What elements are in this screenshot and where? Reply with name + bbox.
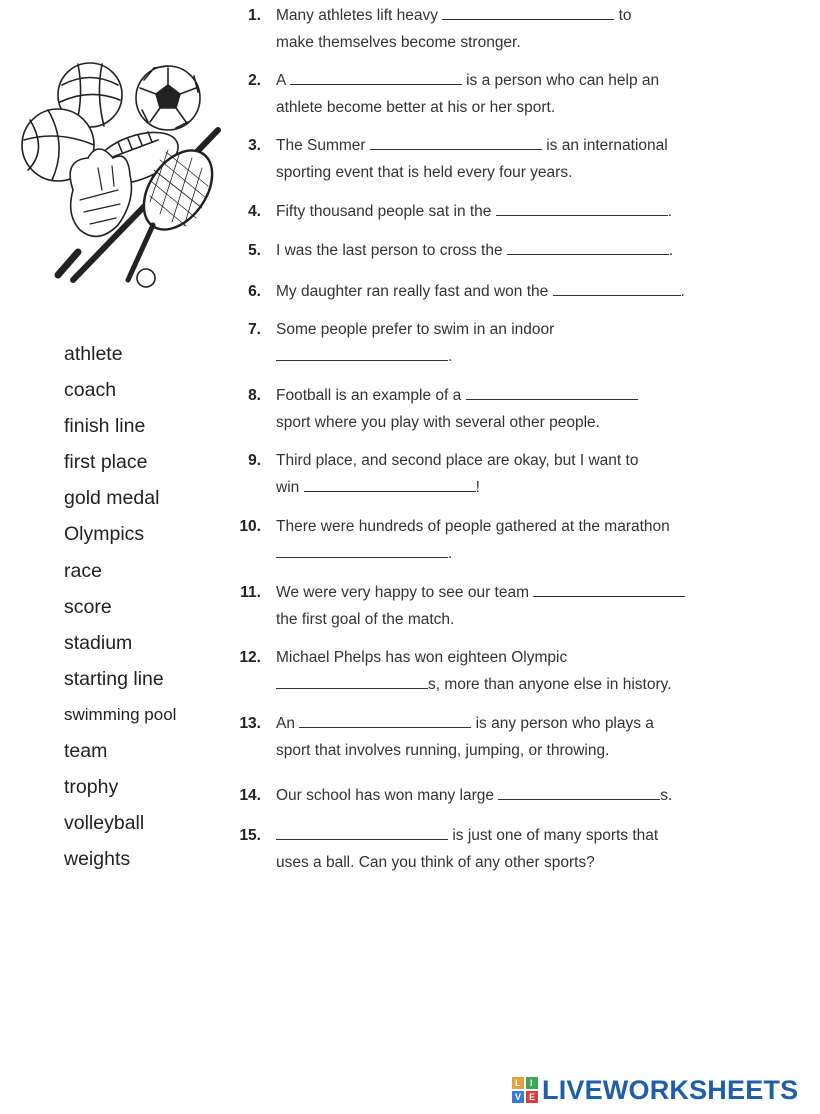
answer-blank[interactable]	[299, 713, 471, 728]
word-bank-item: swimming pool	[64, 704, 177, 724]
question-number: 12.	[239, 649, 261, 666]
question-text	[276, 317, 746, 370]
question-number: 1.	[248, 7, 261, 24]
word-bank-item: race	[64, 559, 102, 582]
question-number: 4.	[248, 203, 261, 220]
word-bank-item: gold medal	[64, 487, 160, 510]
question-text-part: to	[618, 7, 632, 24]
question-text	[276, 238, 746, 265]
answer-blank[interactable]	[507, 240, 669, 255]
question-number: 2.	[248, 72, 261, 89]
answer-blank[interactable]	[276, 674, 428, 689]
question-text	[276, 279, 746, 306]
question-number: 13.	[239, 715, 261, 732]
answer-blank[interactable]	[276, 346, 448, 361]
question-text	[276, 199, 746, 226]
svg-text:I: I	[530, 1078, 533, 1088]
question-number: 15.	[239, 827, 261, 844]
question-number: 10.	[239, 518, 261, 535]
word-bank-item: team	[64, 740, 108, 763]
question-text-part: s.	[660, 787, 673, 804]
question-text	[276, 133, 746, 186]
question-text-part: sport where you play with several other people.	[276, 413, 600, 431]
answer-blank[interactable]	[276, 825, 448, 840]
question-text-part: The Summer	[276, 137, 370, 154]
question-number: 7.	[248, 321, 261, 338]
question-text-part: .	[668, 242, 674, 259]
answer-blank[interactable]	[496, 201, 668, 216]
question-text-part: I was the last person to cross the	[276, 242, 507, 259]
question-text-part: is any person who plays a	[475, 715, 654, 732]
question-text-part: An	[276, 715, 300, 732]
question-text	[276, 68, 746, 121]
sports-equipment-illustration	[18, 40, 228, 290]
question-text-part: !	[475, 478, 480, 496]
question-text-part: Our school has won many large	[276, 787, 499, 804]
question-text-part: Third place, and second place are okay, but I want to	[276, 452, 639, 469]
question-text-part: .	[448, 347, 453, 365]
answer-blank[interactable]	[276, 543, 448, 558]
word-bank-item: trophy	[64, 776, 119, 799]
answer-blank[interactable]	[370, 135, 542, 150]
question-text	[276, 3, 746, 56]
liveworksheets-logo-icon	[512, 1077, 538, 1103]
question-text-part: the first goal of the match.	[276, 610, 455, 628]
question-text-part: We were very happy to see our team	[276, 584, 534, 601]
question-text-part: A	[276, 72, 290, 89]
question-number: 6.	[248, 283, 261, 300]
question-text-part: Football is an example of a	[276, 387, 466, 404]
answer-blank[interactable]	[304, 477, 476, 492]
question-number: 11.	[240, 584, 261, 601]
answer-blank[interactable]	[442, 5, 614, 20]
question-number: 8.	[248, 387, 261, 404]
question-text	[276, 383, 746, 436]
svg-text:E: E	[529, 1092, 536, 1102]
question-text-part: Fifty thousand people sat in the	[276, 203, 496, 220]
answer-blank[interactable]	[498, 785, 660, 800]
question-number: 3.	[248, 137, 261, 154]
question-text-part: sporting event that is held every four years.	[276, 163, 573, 181]
question-text-part: .	[680, 283, 685, 300]
word-bank-item: coach	[64, 379, 117, 402]
question-text	[276, 823, 746, 876]
question-text-part: sport that involves running, jumping, or throwing.	[276, 741, 610, 759]
liveworksheets-wordmark: LIVEWORKSHEETS	[542, 1074, 799, 1105]
question-text	[276, 783, 746, 810]
question-number: 14.	[239, 787, 261, 804]
question-text-part: There were hundreds of people gathered at the marathon	[276, 518, 670, 535]
answer-blank[interactable]	[290, 70, 462, 85]
question-text	[276, 514, 746, 567]
question-text	[276, 448, 746, 501]
answer-blank[interactable]	[466, 385, 638, 400]
question-text	[276, 580, 746, 633]
word-bank-item: starting line	[64, 667, 164, 690]
question-text-part: Michael Phelps has won eighteen Olympic	[276, 649, 568, 666]
liveworksheets-logo	[512, 1075, 798, 1105]
question-number: 9.	[248, 452, 261, 469]
question-text-part: .	[448, 544, 453, 562]
question-text-part: is just one of many sports that	[452, 827, 659, 844]
question-text-part: .	[667, 203, 673, 220]
question-text-part: s, more than anyone else in history.	[428, 675, 672, 693]
question-text-part: is a person who can help an	[466, 72, 660, 89]
word-bank-item: weights	[64, 848, 131, 871]
question-text-part: athlete become better at his or her sport.	[276, 98, 556, 116]
word-bank-item: first place	[64, 451, 148, 474]
question-text-part: My daughter ran really fast and won the	[276, 283, 553, 300]
question-number: 5.	[248, 242, 261, 259]
word-bank-item: athlete	[64, 343, 123, 365]
question-text-part: Many athletes lift heavy	[276, 7, 443, 24]
svg-text:V: V	[515, 1092, 522, 1102]
word-bank-item: volleyball	[64, 812, 145, 835]
answer-blank[interactable]	[553, 281, 681, 296]
question-text-part: win	[276, 478, 304, 496]
word-bank-item: stadium	[64, 631, 133, 654]
question-text-part: uses a ball. Can you think of any other sports?	[276, 853, 595, 871]
word-bank-item: Olympics	[64, 523, 145, 546]
word-bank	[64, 336, 176, 877]
question-text-part: make themselves become stronger.	[276, 33, 521, 51]
svg-text:L: L	[515, 1078, 521, 1088]
question-text	[276, 645, 746, 698]
word-bank-item: finish line	[64, 415, 146, 438]
answer-blank[interactable]	[533, 582, 685, 597]
question-text-part: Some people prefer to swim in an indoor	[276, 321, 555, 338]
question-text	[276, 711, 746, 764]
word-bank-item: score	[64, 595, 112, 618]
question-text-part: is an international	[546, 137, 668, 154]
